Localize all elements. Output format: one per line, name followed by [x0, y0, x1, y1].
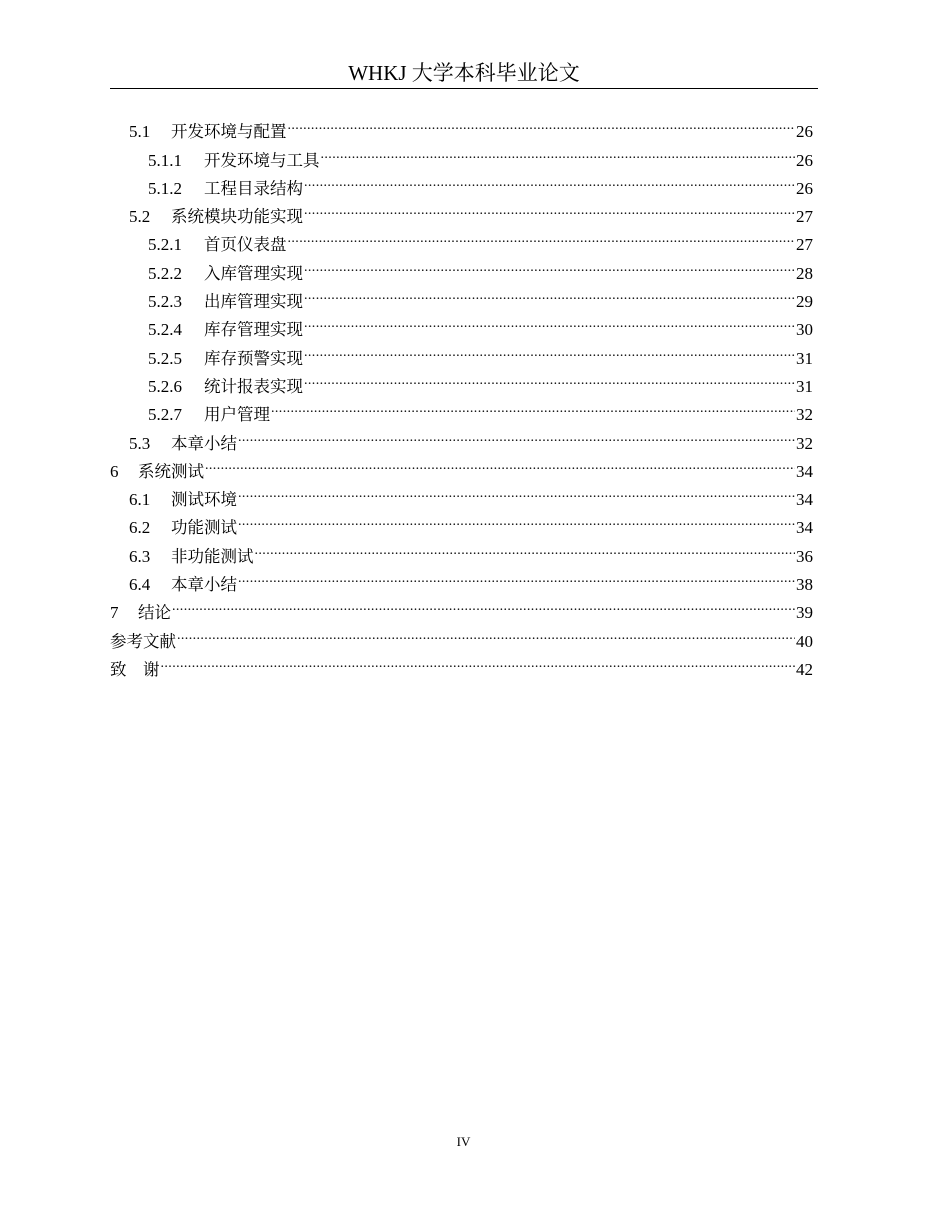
toc-entry-page: 39 [796, 603, 813, 623]
toc-entry-number: 6.2 [129, 518, 151, 538]
toc-entry-number: 5.1 [129, 122, 151, 142]
dot-leader [238, 505, 795, 533]
toc-entry-title: 库存预警实现 [204, 348, 303, 368]
toc-entry-title: 开发环境与工具 [204, 150, 320, 170]
toc-entry[interactable] [110, 109, 813, 142]
toc-entry-number: 5.1.1 [148, 150, 182, 170]
toc-entry-title: 结论 [138, 603, 171, 623]
toc-entry-page: 32 [796, 405, 813, 425]
dot-leader [304, 307, 795, 335]
dot-leader [304, 279, 795, 307]
toc-entry-title: 入库管理实现 [204, 263, 303, 283]
toc-entry-title: 功能测试 [171, 518, 237, 538]
dot-leader [304, 250, 795, 278]
toc-entry-page: 32 [796, 433, 813, 453]
toc-entry-number: 5.2.4 [148, 320, 182, 340]
toc-entry[interactable] [110, 477, 813, 510]
toc-entry-number: 5.2.1 [148, 235, 182, 255]
dot-leader [177, 618, 795, 646]
toc-entry-title: 统计报表实现 [204, 376, 303, 396]
dot-leader [304, 166, 795, 194]
toc-entry[interactable] [110, 647, 813, 679]
toc-entry-page: 27 [796, 207, 813, 227]
toc-entry[interactable] [110, 618, 813, 651]
toc-entry-title: 系统测试 [138, 461, 204, 481]
dot-leader [288, 109, 796, 137]
toc-entry[interactable] [110, 449, 813, 481]
toc-entry[interactable] [110, 590, 813, 623]
toc-entry-page: 34 [796, 461, 813, 481]
toc-entry-title: 致 谢 [110, 659, 160, 679]
toc-entry-title: 测试环境 [171, 490, 237, 510]
toc-entry-title: 非功能测试 [171, 546, 254, 566]
toc-entry-page: 26 [796, 122, 813, 142]
toc-entry-title: 库存管理实现 [204, 320, 303, 340]
toc-entry-number: 5.1.2 [148, 178, 182, 198]
toc-entry-page: 28 [796, 263, 813, 283]
toc-entry-title: 开发环境与配置 [171, 122, 287, 142]
toc-entry-number: 5.2.3 [148, 292, 182, 312]
dot-leader [238, 562, 795, 590]
dot-leader [288, 222, 796, 250]
dot-leader [304, 194, 795, 222]
toc-entry-page: 26 [796, 178, 813, 198]
toc-entry-number: 7 [110, 603, 119, 623]
toc-entry-number: 5.2.2 [148, 263, 182, 283]
dot-leader [238, 477, 795, 505]
toc-entry-title: 系统模块功能实现 [171, 207, 303, 227]
toc-entry-page: 31 [796, 376, 813, 396]
toc-entry-number: 6.3 [129, 546, 151, 566]
toc-entry-number: 5.2.7 [148, 405, 182, 425]
dot-leader [238, 420, 795, 448]
toc-entry-page: 34 [796, 518, 813, 538]
toc-entry-title: 首页仪表盘 [204, 235, 287, 255]
dot-leader [321, 137, 796, 165]
toc-entry-page: 27 [796, 235, 813, 255]
header-title: WHKJ 大学本科毕业论文 [348, 61, 580, 85]
toc-entry-title: 用户管理 [204, 405, 270, 425]
toc-entry-page: 29 [796, 292, 813, 312]
toc-entry-number: 5.3 [129, 433, 151, 453]
dot-leader [172, 590, 795, 618]
toc-entry-title: 本章小结 [171, 433, 237, 453]
toc-entry-title: 本章小结 [171, 575, 237, 595]
dot-leader [271, 392, 795, 420]
dot-leader [304, 364, 795, 392]
toc-entry-page: 31 [796, 348, 813, 368]
toc-entry-title: 参考文献 [110, 631, 176, 651]
page-header [110, 58, 818, 89]
toc-entry-page: 38 [796, 575, 813, 595]
toc-entry-title: 出库管理实现 [204, 292, 303, 312]
toc-entry-page: 36 [796, 546, 813, 566]
toc-entry-number: 6.1 [129, 490, 151, 510]
dot-leader [255, 533, 796, 561]
dot-leader [205, 449, 795, 477]
table-of-contents [110, 109, 813, 679]
page-number: IV [456, 1134, 471, 1149]
dot-leader [304, 335, 795, 363]
toc-entry-number: 5.2 [129, 207, 151, 227]
toc-entry-title: 工程目录结构 [204, 178, 303, 198]
toc-entry-page: 34 [796, 490, 813, 510]
page-footer [0, 1134, 927, 1150]
toc-entry-page: 26 [796, 150, 813, 170]
dot-leader [161, 647, 796, 675]
toc-entry-number: 5.2.5 [148, 348, 182, 368]
toc-entry-number: 6 [110, 461, 119, 481]
toc-entry-number: 5.2.6 [148, 376, 182, 396]
toc-entry-page: 30 [796, 320, 813, 340]
toc-entry-page: 40 [796, 631, 813, 651]
toc-entry-number: 6.4 [129, 575, 151, 595]
toc-entry-page: 42 [796, 659, 813, 679]
